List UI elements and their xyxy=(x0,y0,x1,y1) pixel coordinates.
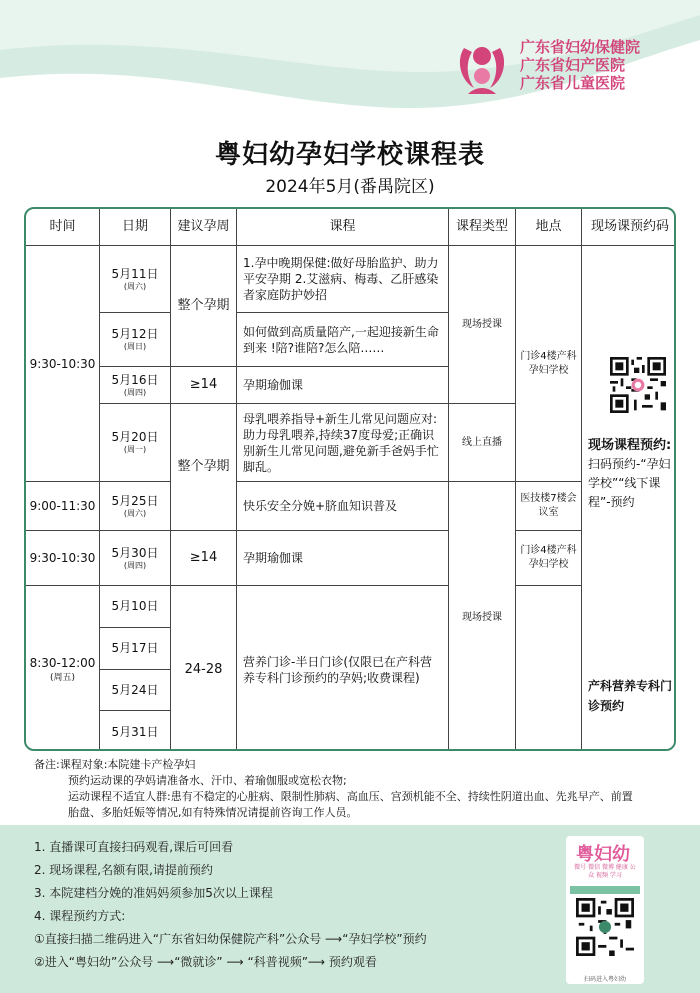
hospital-name-1: 广东省妇幼保健院 xyxy=(520,38,641,56)
type-cell: 线上直播 xyxy=(449,404,516,482)
instruction-item: ②进入“粤妇幼”公众号 ⟶“微就诊” ⟶ “科普视频”⟶ 预约观看 xyxy=(34,955,377,969)
weekday-text: (周六) xyxy=(123,508,147,518)
date-text: 5月12日 xyxy=(111,327,159,341)
date-cell xyxy=(100,313,171,367)
weeks-cell: ≥14 xyxy=(171,367,237,404)
wechat-poster xyxy=(566,836,644,984)
note-line: 备注:课程对象:本院建卡产检孕妇 xyxy=(34,758,196,771)
date-cell xyxy=(100,404,171,482)
type-cell: 现场授课 xyxy=(449,246,516,404)
poster-band xyxy=(570,886,640,894)
qr-instructions xyxy=(588,436,676,512)
date-text: 5月31日 xyxy=(111,724,159,739)
poster-caption: 扫码进入粤妇幼 xyxy=(583,976,626,983)
date-cell xyxy=(100,586,171,628)
date-cell xyxy=(100,670,171,711)
date-text: 5月20日 xyxy=(111,430,159,444)
weekday-text: (周日) xyxy=(123,342,147,351)
header-qr: 现场课预约码 xyxy=(582,209,676,246)
date-cell xyxy=(100,711,171,751)
nutrition-appointment: 产科营养专科门诊预约 xyxy=(588,679,673,713)
page-subtitle: 2024年5月(番禺院区) xyxy=(265,177,435,197)
note-line: 胎盘、多胎妊娠等情况,如有特殊情况请提前咨询工作人员。 xyxy=(68,806,358,819)
weeks-cell: 整个孕期 xyxy=(171,404,237,531)
location-cell-empty xyxy=(516,586,582,751)
time-weekday: (周五) xyxy=(49,672,76,683)
course-cell: 营养门诊-半日门诊(仅限已在产科营养专科门诊预约的孕妈;收费课程) xyxy=(237,586,449,751)
poster-subtext: 微号 微信 微博 健康 公众 视频 学习 xyxy=(574,864,636,879)
date-text: 5月17日 xyxy=(111,641,159,655)
date-cell xyxy=(100,531,171,586)
note-line: 预约运动课的孕妈请准备水、汗巾、着瑜伽服或宽松衣物; xyxy=(68,774,347,787)
location-cell: 门诊4楼产科孕妇学校 xyxy=(516,531,582,586)
weekday-text: (周四) xyxy=(123,387,147,397)
weeks-cell: 整个孕期 xyxy=(171,246,237,367)
instruction-item: ①直接扫描二维码进入“广东省妇幼保健院产科”公众号 ⟶“孕妇学校”预约 xyxy=(34,932,427,946)
date-cell xyxy=(100,246,171,313)
header-weeks: 建议孕周 xyxy=(171,209,237,246)
location-cell: 医技楼7楼会议室 xyxy=(516,482,582,531)
time-cell: 9:30-10:30 xyxy=(26,246,100,482)
header-course: 课程 xyxy=(237,209,449,246)
qr-title: 现场课程预约: xyxy=(588,438,672,453)
date-text: 5月24日 xyxy=(111,682,159,697)
location-cell: 门诊4楼产科孕妇学校 xyxy=(516,246,582,482)
header-date: 日期 xyxy=(100,209,171,246)
hospital-name-3: 广东省儿童医院 xyxy=(520,74,626,92)
date-cell xyxy=(100,482,171,531)
instruction-item: 3. 本院建档分娩的准妈妈须参加5次以上课程 xyxy=(34,886,273,900)
note-line: 运动课程不适宜人群:患有不稳定的心脏病、限制性肺病、高血压、宫颈机能不全、持续性阴道出血、先兆早产、前置 xyxy=(68,790,633,803)
qr-code-icon[interactable] xyxy=(610,357,666,413)
time-cell xyxy=(26,586,100,751)
date-text: 5月16日 xyxy=(111,372,159,387)
qr-code-icon[interactable] xyxy=(576,898,634,956)
type-cell: 现场授课 xyxy=(449,482,516,751)
instruction-item: 1. 直播课可直接扫码观看,课后可回看 xyxy=(34,840,234,854)
weekday-text: (周四) xyxy=(123,560,147,570)
hospital-logo-icon xyxy=(452,36,512,98)
header-type: 课程类型 xyxy=(449,209,516,246)
schedule-table xyxy=(24,207,676,751)
qr-description: 扫码预约-“孕妇学校”“线下课程”-预约 xyxy=(588,457,671,509)
weeks-cell: 24-28 xyxy=(171,586,237,751)
instruction-item: 2. 现场课程,名额有限,请提前预约 xyxy=(34,863,213,877)
time-range: 8:30-12:00 xyxy=(29,655,96,670)
header-time: 时间 xyxy=(26,209,100,246)
course-cell: 孕期瑜伽课 xyxy=(237,531,449,586)
course-cell: 1.孕中晚期保健:做好母胎监护、助力平安孕期 2.艾滋病、梅毒、乙肝感染者家庭防护妙招 xyxy=(237,246,449,313)
date-text: 5月10日 xyxy=(111,599,159,613)
date-text: 5月11日 xyxy=(111,266,159,281)
time-cell: 9:00-11:30 xyxy=(26,482,100,531)
poster-brand: 粤妇幼 xyxy=(576,844,630,865)
notes xyxy=(34,757,684,821)
course-cell: 如何做到高质量陪产,一起迎接新生命到来 !陪?谁陪?怎么陪…… xyxy=(237,313,449,367)
instructions-list xyxy=(34,836,554,974)
date-cell xyxy=(100,628,171,670)
date-cell xyxy=(100,367,171,404)
qr-column xyxy=(582,246,676,751)
weeks-cell: ≥14 xyxy=(171,531,237,586)
date-text: 5月30日 xyxy=(111,545,159,560)
hospital-names xyxy=(520,38,640,92)
hospital-name-2: 广东省妇产医院 xyxy=(520,56,626,74)
time-cell: 9:30-10:30 xyxy=(26,531,100,586)
page-title: 粤妇幼孕妇学校课程表 xyxy=(214,140,485,170)
header-location: 地点 xyxy=(516,209,582,246)
weekday-text: (周六) xyxy=(123,281,147,291)
date-text: 5月25日 xyxy=(111,493,159,508)
course-cell: 母乳喂养指导+新生儿常见问题应对:助力母乳喂养,持续37度母爱;正确识别新生儿常见问题,避免新手爸妈手忙脚乱。 xyxy=(237,404,449,482)
weekday-text: (周一) xyxy=(123,445,147,454)
course-cell: 快乐安全分娩+脐血知识普及 xyxy=(237,482,449,531)
instruction-item: 4. 课程预约方式: xyxy=(34,909,126,923)
course-cell: 孕期瑜伽课 xyxy=(237,367,449,404)
